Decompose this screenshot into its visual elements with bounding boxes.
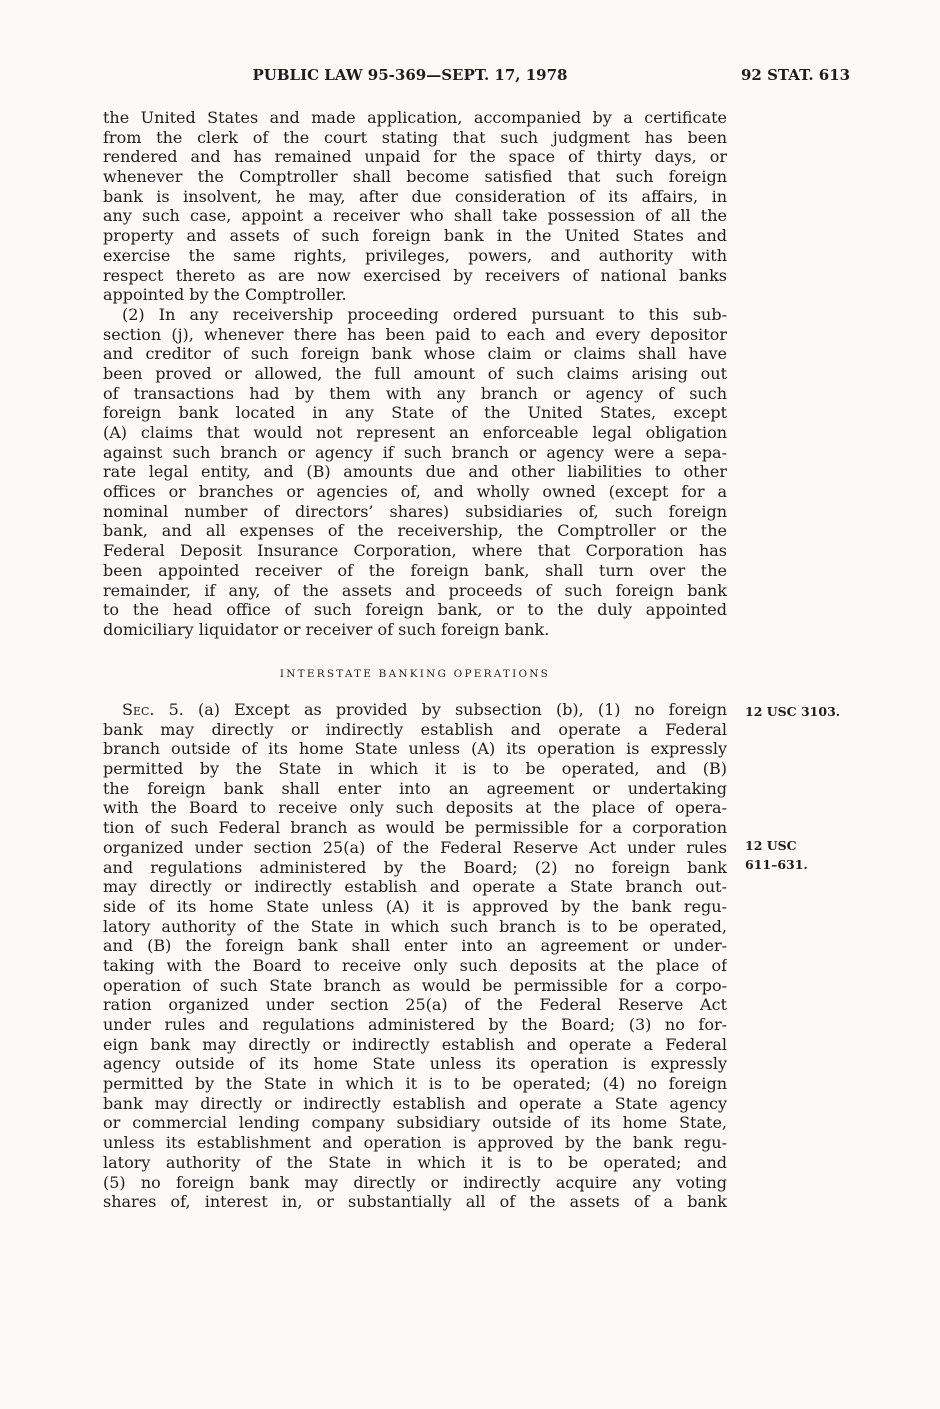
paragraph-subsection-2 (103, 305, 727, 640)
margin-note-line: 611–631. (745, 857, 808, 872)
text-line: to the head office of such foreign bank, or to the duly appointed (103, 600, 727, 620)
margin-note-line: 12 USC (745, 838, 797, 853)
text-line: remainder, if any, of the assets and proceeds of such foreign bank (103, 580, 727, 600)
text-line: side of its home State unless (A) it is approved by the bank regu- (103, 896, 727, 916)
margin-note-usc-3103: 12 USC 3103. (745, 704, 841, 719)
text-line: been proved or allowed, the full amount of such claims arising out (103, 363, 727, 383)
paragraph-continuation (103, 108, 727, 305)
text-line: property and assets of such foreign bank in the United States and (103, 226, 727, 246)
text-line: under rules and regulations administered by the Board; (3) no for- (103, 1015, 727, 1034)
text-line: from the clerk of the court stating that such judgment has been (103, 127, 727, 147)
text-line: of transactions had by them with any branch or agency of such (103, 383, 727, 403)
text-line: eign bank may directly or indirectly establish and operate a Federal (103, 1034, 727, 1054)
text-line: against such branch or agency if such branch or agency were a sepa- (103, 442, 727, 462)
running-head-title: PUBLIC LAW 95-369—SEPT. 17, 1978 (252, 66, 568, 84)
text-line: whenever the Comptroller shall become satisfied that such foreign (103, 167, 727, 187)
text-line: bank is insolvent, he may, after due consideration of its affairs, in (103, 186, 727, 206)
text-line: or commercial lending company subsidiary outside of its home State, (103, 1113, 727, 1133)
section-label: Sec. (122, 700, 155, 719)
page-stat-number: 92 STAT. 613 (741, 66, 851, 84)
text-line: permitted by the State in which it is to be operated, and (B) (103, 759, 727, 779)
text-line: (2) In any receivership proceeding ordered pursuant to this sub- (122, 304, 727, 324)
text-line: and regulations administered by the Board; (2) no foreign bank (103, 857, 727, 877)
text-line: with the Board to receive only such deposits at the place of opera- (103, 798, 727, 818)
text-line: taking with the Board to receive only such deposits at the place of (103, 955, 727, 975)
text-line: rate legal entity, and (B) amounts due and other liabilities to other (103, 462, 727, 482)
text-line: respect thereto as are now exercised by receivers of national banks (103, 265, 727, 285)
text-line: offices or branches or agencies of, and wholly owned (except for a (103, 482, 727, 502)
text-line: exercise the same rights, privileges, powers, and authority with (103, 245, 727, 265)
text-line: bank may directly or indirectly establish and operate a Federal (103, 719, 727, 739)
text-line: latory authority of the State in which such branch is to be operated, (103, 916, 727, 936)
text-line: foreign bank located in any State of the United States, except (103, 403, 727, 423)
text-line: the United States and made application, accompanied by a certificate (103, 108, 727, 127)
text-line: branch outside of its home State unless (A) its operation is expressly (103, 739, 727, 759)
text-line: (5) no foreign bank may directly or indirectly acquire any voting (103, 1172, 727, 1192)
body-text-section-5 (103, 700, 727, 1212)
text-line: Federal Deposit Insurance Corporation, where that Corporation has (103, 541, 727, 561)
text-line: may directly or indirectly establish and operate a State branch out- (103, 877, 727, 897)
text-line (103, 700, 727, 720)
body-text-upper (103, 108, 727, 640)
margin-note-usc-611-631 (745, 836, 808, 874)
text-line: unless its establishment and operation is approved by the bank regu- (103, 1133, 727, 1153)
text-line: agency outside of its home State unless its operation is expressly (103, 1054, 727, 1074)
paragraph-section-5 (103, 700, 727, 1212)
text-line: appointed by the Comptroller. (103, 285, 347, 305)
text-line: organized under section 25(a) of the Federal Reserve Act under rules (103, 837, 727, 857)
text-line: nominal number of directors’ shares) subsidiaries of, such foreign (103, 501, 727, 521)
text-line: and (B) the foreign bank shall enter into an agreement or under- (103, 936, 727, 956)
text-line: any such case, appoint a receiver who shall take possession of all the (103, 206, 727, 226)
text-line: bank, and all expenses of the receivership, the Comptroller or the (103, 521, 727, 541)
text-line: ration organized under section 25(a) of the Federal Reserve Act (103, 995, 727, 1015)
text-line: been appointed receiver of the foreign bank, shall turn over the (103, 560, 727, 580)
text-line: rendered and has remained unpaid for the space of thirty days, or (103, 147, 727, 167)
text-line: domiciliary liquidator or receiver of such foreign bank. (103, 619, 550, 639)
text-line: and creditor of such foreign bank whose claim or claims shall have (103, 344, 727, 364)
line-text: 5. (a) Except as provided by subsection (b), (1) no foreign (168, 700, 727, 719)
text-line: tion of such Federal branch as would be permissible for a corporation (103, 818, 727, 838)
text-line: permitted by the State in which it is to be operated; (4) no foreign (103, 1074, 727, 1094)
section-heading: INTERSTATE BANKING OPERATIONS (279, 668, 551, 680)
text-line: shares of, interest in, or substantially all of the assets of a bank (103, 1192, 727, 1212)
text-line: (A) claims that would not represent an enforceable legal obligation (103, 423, 727, 442)
text-line: the foreign bank shall enter into an agreement or undertaking (103, 778, 727, 798)
text-line: latory authority of the State in which it is to be operated; and (103, 1152, 727, 1172)
text-line: operation of such State branch as would be permissible for a corpo- (103, 975, 727, 995)
text-line: section (j), whenever there has been paid to each and every depositor (103, 324, 727, 344)
text-line: bank may directly or indirectly establish and operate a State agency (103, 1093, 727, 1113)
